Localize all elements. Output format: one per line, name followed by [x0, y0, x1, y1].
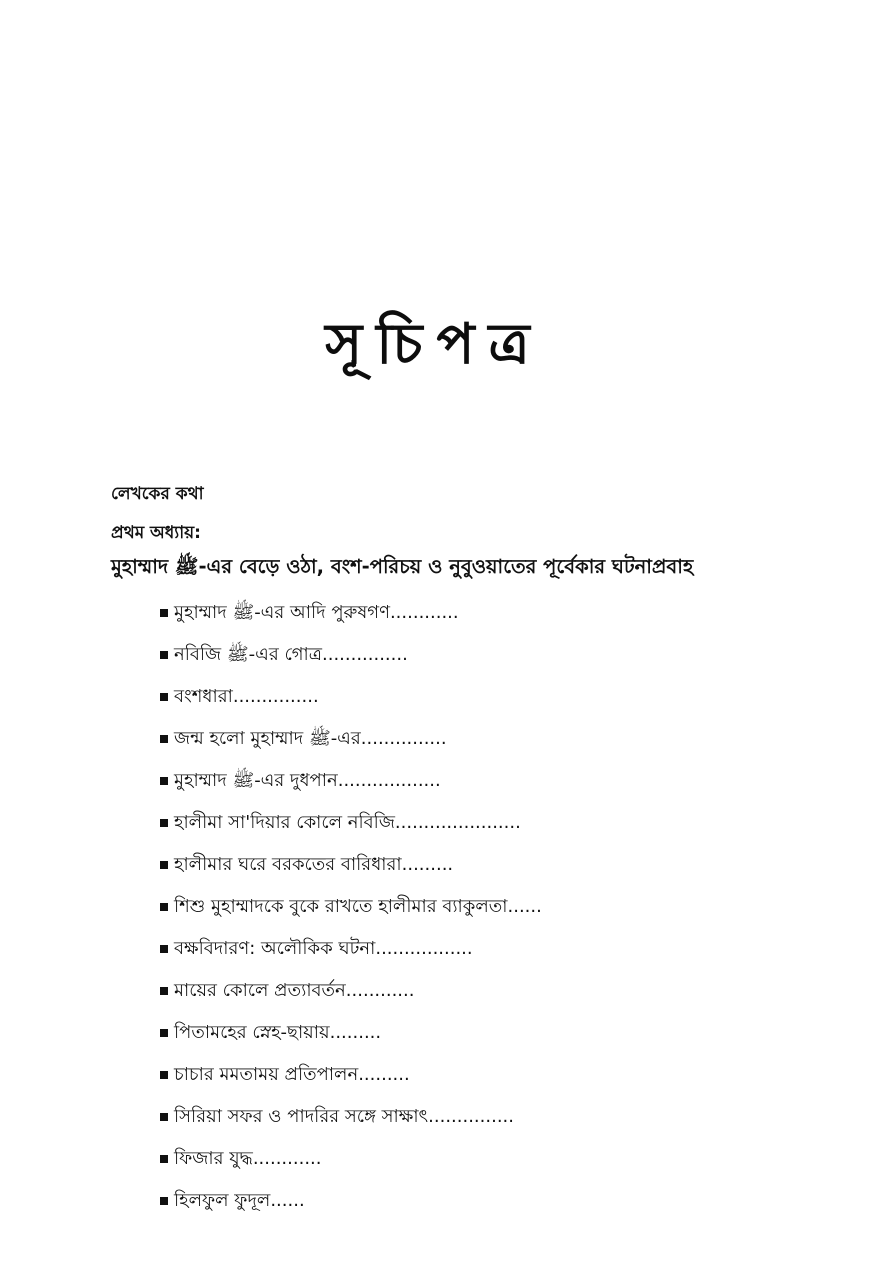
- toc-item: [160, 598, 542, 640]
- toc-item: [160, 1018, 542, 1060]
- toc-item: [160, 892, 542, 934]
- toc-item-label: পিতামহের স্নেহ-ছায়ায়.........: [174, 1022, 382, 1043]
- toc-item-label: মুহাম্মাদ ﷺ-এর আদি পুরুষগণ............: [174, 602, 459, 623]
- square-bullet-icon: [160, 693, 168, 701]
- toc-item-label: সিরিয়া সফর ও পাদরির সঙ্গে সাক্ষাৎ...............: [174, 1106, 514, 1127]
- square-bullet-icon: [160, 1113, 168, 1121]
- toc-item-label: মায়ের কোলে প্রত্যাবর্তন............: [174, 980, 415, 1001]
- square-bullet-icon: [160, 819, 168, 827]
- square-bullet-icon: [160, 1029, 168, 1037]
- square-bullet-icon: [160, 987, 168, 995]
- square-bullet-icon: [160, 861, 168, 869]
- toc-item: [160, 850, 542, 892]
- toc-item-label: নবিজি ﷺ-এর গোত্র...............: [174, 644, 408, 665]
- toc-item-label: হিলফুল ফুদূল......: [174, 1190, 305, 1211]
- toc-item: [160, 808, 542, 850]
- square-bullet-icon: [160, 1155, 168, 1163]
- toc-item: [160, 934, 542, 976]
- toc-item: [160, 1144, 542, 1186]
- square-bullet-icon: [160, 1197, 168, 1205]
- toc-item: [160, 724, 542, 766]
- chapter-title: মুহাম্মাদ ﷺ-এর বেড়ে ওঠা, বংশ-পরিচয় ও নুবুওয়াতের পূর্বেকার ঘটনাপ্রবাহ: [111, 555, 694, 578]
- toc-item: [160, 640, 542, 682]
- toc-item-label: মুহাম্মাদ ﷺ-এর দুধপান..................: [174, 770, 441, 791]
- toc-item-label: হালীমার ঘরে বরকতের বারিধারা.........: [174, 854, 454, 875]
- square-bullet-icon: [160, 609, 168, 617]
- toc-item-label: ফিজার যুদ্ধ............: [174, 1148, 322, 1169]
- toc-item: [160, 1102, 542, 1144]
- square-bullet-icon: [160, 945, 168, 953]
- toc-list: [160, 598, 542, 1228]
- square-bullet-icon: [160, 777, 168, 785]
- toc-item: [160, 1060, 542, 1102]
- square-bullet-icon: [160, 1071, 168, 1079]
- toc-item-label: বংশধারা...............: [174, 686, 319, 707]
- front-matter-entry: লেখকের কথা: [111, 484, 204, 504]
- toc-item: [160, 976, 542, 1018]
- square-bullet-icon: [160, 651, 168, 659]
- toc-item: [160, 766, 542, 808]
- toc-item: [160, 1186, 542, 1228]
- toc-item-label: শিশু মুহাম্মাদকে বুকে রাখতে হালীমার ব্যাকুলতা......: [174, 896, 542, 917]
- square-bullet-icon: [160, 735, 168, 743]
- chapter-label: প্রথম অধ্যায়:: [111, 523, 201, 543]
- toc-item-label: বক্ষবিদারণ: অলৌকিক ঘটনা.................: [174, 938, 473, 959]
- toc-item-label: জন্ম হলো মুহাম্মাদ ﷺ-এর...............: [174, 728, 447, 749]
- toc-item-label: চাচার মমতাময় প্রতিপালন.........: [174, 1064, 410, 1085]
- page-title: সূচিপত্র: [325, 312, 544, 377]
- toc-item: [160, 682, 542, 724]
- square-bullet-icon: [160, 903, 168, 911]
- toc-item-label: হালীমা সা'দিয়ার কোলে নবিজি......................: [174, 812, 521, 833]
